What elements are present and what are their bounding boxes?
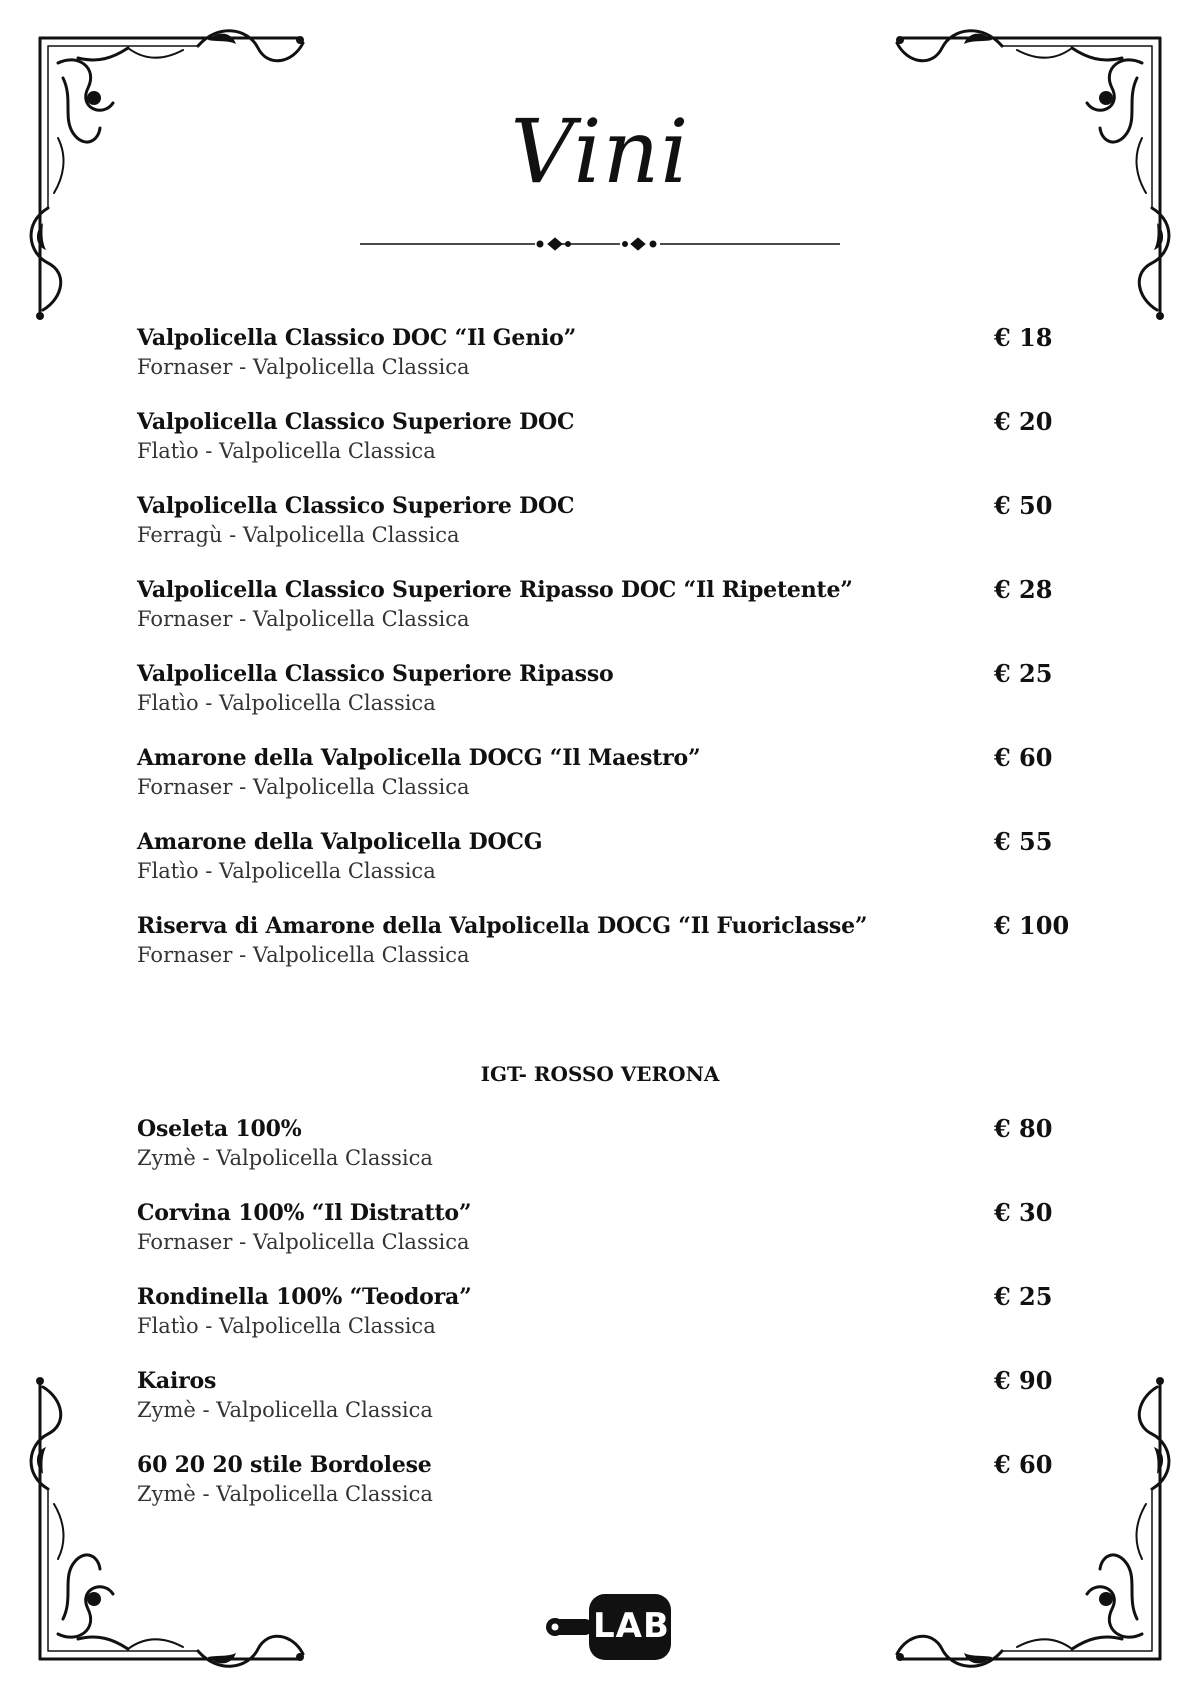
list-item: [137, 324, 1082, 408]
wine-name: Valpolicella Classico Superiore DOC: [137, 409, 575, 435]
wine-producer: Zymè - Valpolicella Classica: [137, 1146, 433, 1170]
section-heading-igt: IGT- ROSSO VERONA: [480, 1062, 720, 1086]
wine-name: Riserva di Amarone della Valpolicella DOCG “Il Fuoriclasse”: [137, 913, 868, 939]
wine-price: € 60: [994, 1450, 1053, 1479]
wine-list-main: [137, 324, 1082, 996]
list-item: [137, 492, 1082, 576]
wine-producer: Flatìo - Valpolicella Classica: [137, 1314, 436, 1338]
list-item: [137, 912, 1082, 996]
wine-producer: Fornaser - Valpolicella Classica: [137, 607, 470, 631]
wine-name: 60 20 20 stile Bordolese: [137, 1452, 432, 1478]
wine-price: € 60: [994, 743, 1053, 772]
wine-price: € 90: [994, 1366, 1053, 1395]
wine-producer: Fornaser - Valpolicella Classica: [137, 1230, 470, 1254]
wine-price: € 25: [994, 659, 1053, 688]
wine-name: Amarone della Valpolicella DOCG “Il Maestro”: [137, 745, 701, 771]
wine-producer: Flatìo - Valpolicella Classica: [137, 691, 436, 715]
wine-price: € 30: [994, 1198, 1053, 1227]
list-item: [137, 1199, 1082, 1283]
wine-producer: Zymè - Valpolicella Classica: [137, 1482, 433, 1506]
list-item: [137, 1451, 1082, 1535]
list-item: [137, 408, 1082, 492]
wine-producer: Flatìo - Valpolicella Classica: [137, 439, 436, 463]
wine-price: € 20: [994, 407, 1053, 436]
wine-producer: Fornaser - Valpolicella Classica: [137, 775, 470, 799]
page-title: Vini: [510, 100, 690, 203]
wine-producer: Zymè - Valpolicella Classica: [137, 1398, 433, 1422]
list-item: [137, 1283, 1082, 1367]
wine-price: € 80: [994, 1114, 1053, 1143]
wine-name: Oseleta 100%: [137, 1116, 302, 1142]
wine-name: Rondinella 100% “Teodora”: [137, 1284, 472, 1310]
wine-name: Valpolicella Classico DOC “Il Genio”: [137, 325, 577, 351]
list-item: [137, 744, 1082, 828]
wine-name: Valpolicella Classico Superiore DOC: [137, 493, 575, 519]
wine-name: Corvina 100% “Il Distratto”: [137, 1200, 472, 1226]
wine-name: Valpolicella Classico Superiore Ripasso DOC “Il Ripetente”: [137, 577, 853, 603]
title-divider-ornament: [360, 232, 840, 256]
list-item: [137, 660, 1082, 744]
logo-text: LAB: [593, 1606, 670, 1646]
wine-price: € 25: [994, 1282, 1053, 1311]
wine-producer: Fornaser - Valpolicella Classica: [137, 943, 470, 967]
list-item: [137, 1367, 1082, 1451]
list-item: [137, 1115, 1082, 1199]
wine-producer: Fornaser - Valpolicella Classica: [137, 355, 470, 379]
wine-price: € 50: [994, 491, 1053, 520]
wine-price: € 28: [994, 575, 1053, 604]
wine-list-igt: [137, 1115, 1082, 1535]
lab-logo: [535, 1590, 675, 1664]
wine-price: € 55: [994, 827, 1053, 856]
wine-name: Amarone della Valpolicella DOCG: [137, 829, 543, 855]
list-item: [137, 576, 1082, 660]
wine-producer: Ferragù - Valpolicella Classica: [137, 523, 460, 547]
wine-name: Valpolicella Classico Superiore Ripasso: [137, 661, 614, 687]
wine-producer: Flatìo - Valpolicella Classica: [137, 859, 436, 883]
wine-price: € 18: [994, 323, 1053, 352]
list-item: [137, 828, 1082, 912]
wine-price: € 100: [994, 911, 1070, 940]
wine-name: Kairos: [137, 1368, 217, 1394]
